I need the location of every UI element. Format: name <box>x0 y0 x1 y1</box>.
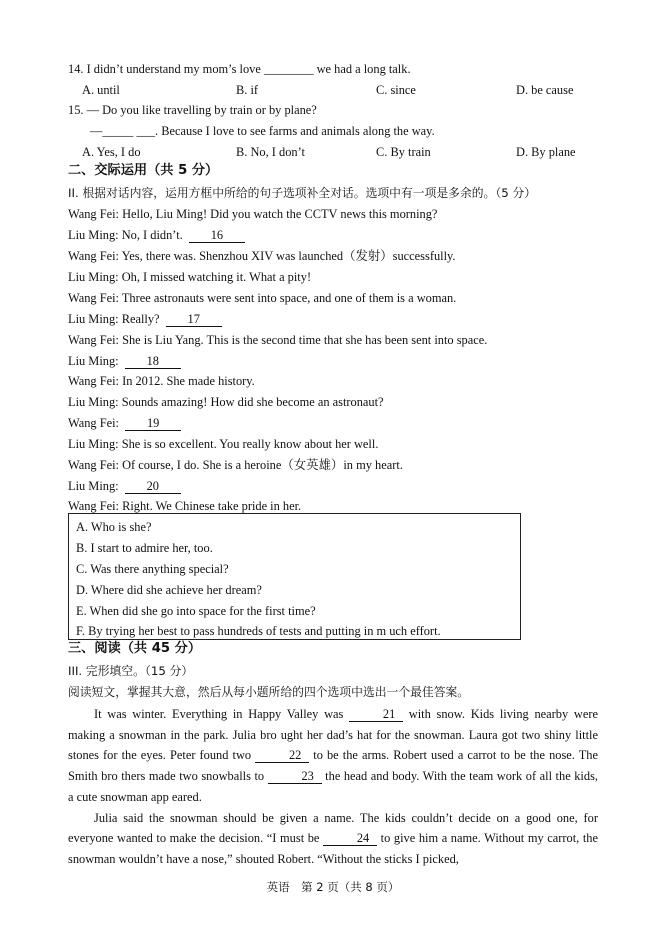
dialogue-line: Liu Ming: Really? 17 <box>68 311 222 327</box>
q14-stem-part2: we had a long talk. <box>313 62 411 76</box>
dialogue-line: Liu Ming: No, I didn’t. 16 <box>68 227 245 243</box>
choices-box <box>68 513 521 640</box>
q14-stem-part1: 14. I didn’t understand my mom’s love <box>68 62 264 76</box>
blank-21: 21 <box>349 708 403 722</box>
q14-option-d: D. be cause <box>516 83 574 97</box>
blank-20: 20 <box>125 480 181 494</box>
dialogue-line: Wang Fei: In 2012. She made history. <box>68 374 255 388</box>
choice-a: A. Who is she? <box>76 520 152 534</box>
question-15-reply: —_____ ___. Because I love to see farms and animals along the way. <box>90 124 435 138</box>
section3-subtitle: III. 完形填空。（15 分） <box>68 664 194 678</box>
section3-instruction: 阅读短文，掌握其大意，然后从每小题所给的四个选项中选出一个最佳答案。 <box>68 685 470 699</box>
blank-24: 24 <box>323 832 377 846</box>
q15-option-b: B. No, I don’t <box>236 145 305 159</box>
question-15-stem: 15. — Do you like travelling by train or by plane? <box>68 103 317 117</box>
blank-18: 18 <box>125 355 181 369</box>
passage-paragraph-1: It was winter. Everything in Happy Valley was 21 with snow. Kids living nearby were making a snowman in the park. Julia bro ught her dad’s hat for the snowman. Laura got two shiny little stones for the eyes. Peter found two 22 to be the arms. Robert used a carrot to be the nose. The Smith bro thers made two snowballs to 23 the head and body. With the team work of all the kids, a cute snowman app eared. <box>68 707 599 804</box>
choice-c: C. Was there anything special? <box>76 562 229 576</box>
dialogue-line: Liu Ming: Sounds amazing! How did she become an astronaut? <box>68 395 384 409</box>
dialogue-line: Wang Fei: Hello, Liu Ming! Did you watch the CCTV news this morning? <box>68 207 438 221</box>
q15-option-d: D. By plane <box>516 145 576 159</box>
blank-17: 17 <box>166 313 222 327</box>
q14-blank: ________ <box>263 62 314 76</box>
choice-e: E. When did she go into space for the first time? <box>76 604 316 618</box>
dialogue-line: Liu Ming: 20 <box>68 478 181 494</box>
blank-19: 19 <box>125 417 181 431</box>
dialogue-line: Wang Fei: Three astronauts were sent into space, and one of them is a woman. <box>68 291 457 305</box>
dialogue-line: Liu Ming: She is so excellent. You really know about her well. <box>68 437 379 451</box>
section2-instruction: II. 根据对话内容，运用方框中所给的句子选项补全对话。选项中有一项是多余的。（5 分） <box>68 186 537 200</box>
q15-option-a: A. Yes, I do <box>82 145 141 159</box>
passage <box>68 704 598 870</box>
dialogue-line: Liu Ming: 18 <box>68 353 181 369</box>
page-footer: 英语 第 2 页（共 8 页） <box>266 880 400 894</box>
q15-option-c: C. By train <box>376 145 431 159</box>
dialogue-line: Wang Fei: Right. We Chinese take pride in her. <box>68 499 302 513</box>
dialogue-line: Wang Fei: 19 <box>68 415 181 431</box>
dialogue-line: Wang Fei: She is Liu Yang. This is the second time that she has been sent into space. <box>68 333 488 347</box>
question-14-stem <box>68 61 411 77</box>
q14-option-b: B. if <box>236 83 259 97</box>
section2-title: 二、交际运用（共 5 分） <box>68 163 219 178</box>
section3-title: 三、阅读（共 45 分） <box>68 641 202 656</box>
q14-option-c: C. since <box>376 83 416 97</box>
blank-23: 23 <box>268 770 322 784</box>
choice-d: D. Where did she achieve her dream? <box>76 583 262 597</box>
dialogue-line: Wang Fei: Yes, there was. Shenzhou XIV was launched（发射）successfully. <box>68 249 456 263</box>
q14-option-a: A. until <box>82 83 120 97</box>
choice-b: B. I start to admire her, too. <box>76 541 213 555</box>
passage-paragraph-2: Julia said the snowman should be given a name. The kids couldn’t decide on a good one, for everyone wanted to make the decision. “I must be 24 to give him a name. Without my carrot, the snowman wouldn’t have a nose,” shouted Robert. “Without the sticks I picked, <box>68 810 599 866</box>
choice-f: F. By trying her best to pass hundreds of tests and putting in m uch effort. <box>76 624 441 638</box>
dialogue-line: Wang Fei: Of course, I do. She is a heroine（女英雄）in my heart. <box>68 458 403 472</box>
blank-16: 16 <box>189 229 245 243</box>
blank-22: 22 <box>255 749 309 763</box>
dialogue-line: Liu Ming: Oh, I missed watching it. What a pity! <box>68 270 312 284</box>
